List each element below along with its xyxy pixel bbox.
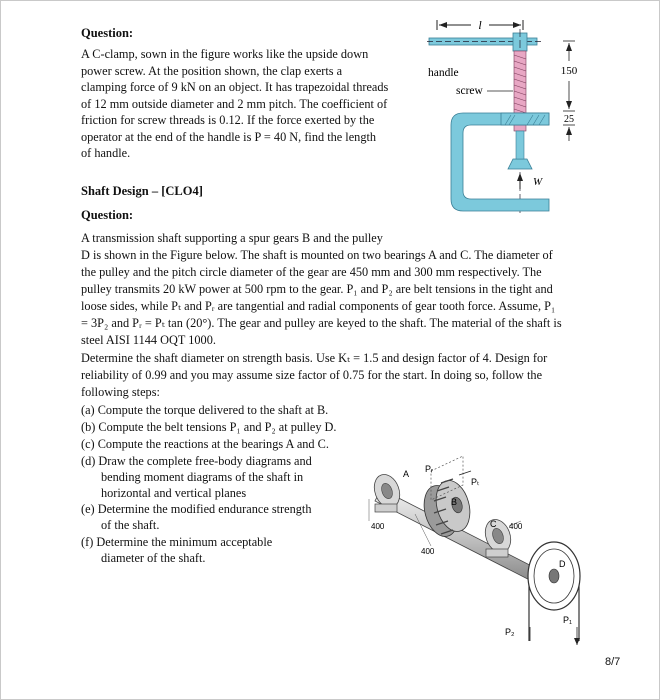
paragraph-line: D is shown in the Figure below. The shaft is mounted on two bearings A and C. The diameter of (81, 248, 553, 262)
question-line: operator at the end of the handle is P = 40 N, find the length (81, 129, 377, 144)
shaft-question-heading: Question: (81, 208, 134, 222)
step-c: (c) Compute the reactions at the bearings A and C. (81, 437, 329, 451)
question-heading: Question: (81, 26, 134, 40)
section-heading: Shaft Design – [CLO4] (81, 184, 203, 198)
paragraph-line: = 3P₂ and Pᵣ = Pₜ tan (20°). The gear and pulley are keyed to the shaft. The material of the shaft is (81, 316, 562, 330)
question-line: friction for screw threads is 0.12. If the force exerted by the (81, 113, 375, 127)
paragraph-line: Determine the shaft diameter on strength basis. Use Kₜ = 1.5 and design factor of 4. Design for (81, 351, 548, 365)
step-d-cont: bending moment diagrams of the shaft in (101, 470, 304, 484)
question-line: A C-clamp, sown in the figure works like the upside down (81, 47, 369, 61)
pt-label: Pₜ (471, 477, 480, 487)
pulley-d-label: D (559, 559, 566, 569)
page-number: 8/7 (605, 656, 621, 668)
w-label: W (533, 176, 543, 188)
screw-label: screw (456, 85, 483, 97)
bearing-c-label: C (490, 519, 497, 529)
step-d-cont: horizontal and vertical planes (101, 486, 247, 500)
dim-150-label: 150 (560, 65, 578, 77)
paragraph-line: A transmission shaft supporting a spur gears B and the pulley (81, 231, 383, 245)
question-line: of 12 mm outside diameter and 2 mm pitch. The coefficient of (81, 96, 388, 111)
p2-label: P₂ (505, 627, 515, 637)
paragraph-line: loose sides, while Pₜ and Pᵣ are tangential and radial components of gear tooth force. Assume, P₁ (81, 299, 556, 313)
handle-label: handle (428, 67, 459, 79)
step-d: (d) Draw the complete free-body diagrams and (81, 454, 312, 468)
dim-400-a: 400 (371, 522, 385, 531)
step-e-cont: of the shaft. (101, 518, 160, 532)
pr-label: Pᵣ (425, 464, 434, 474)
bearing-a-label: A (403, 469, 410, 479)
shaft-figure (1, 1, 660, 700)
step-f: (f) Determine the minimum acceptable (81, 535, 273, 549)
dim-400-c: 400 (509, 522, 523, 531)
dim-400-b: 400 (421, 547, 435, 556)
paragraph-line: reliability of 0.99 and you may assume size factor of 0.75 for the start. In doing so, follow the (81, 368, 543, 382)
step-b: (b) Compute the belt tensions P₁ and P₂ at pulley D. (81, 420, 337, 434)
step-f-cont: diameter of the shaft. (101, 551, 206, 565)
question-line: of handle. (81, 146, 131, 160)
l-label: l (478, 18, 482, 32)
dim-25-label: 25 (564, 114, 574, 125)
question-line: power screw. At the position shown, the clap exerts a (81, 63, 343, 78)
paragraph-line: the pulley and the pitch circle diameter of the gear are 450 mm and 300 mm respectively. The (81, 265, 542, 279)
p1-label: P₁ (563, 615, 573, 625)
step-e: (e) Determine the modified endurance strength (81, 502, 312, 516)
step-a: (a) Compute the torque delivered to the shaft at B. (81, 403, 329, 417)
paragraph-line: following steps: (81, 385, 160, 399)
paragraph-line: pulley transmits 20 kW power at 500 rpm to the gear. P₁ and P₂ are belt tensions in the tight and (81, 282, 553, 296)
question-line: clamping force of 9 kN on an object. It has trapezoidal threads (81, 80, 389, 94)
gear-b-label: B (451, 497, 458, 507)
paragraph-line: steel AISI 1144 OQT 1000. (81, 333, 216, 347)
